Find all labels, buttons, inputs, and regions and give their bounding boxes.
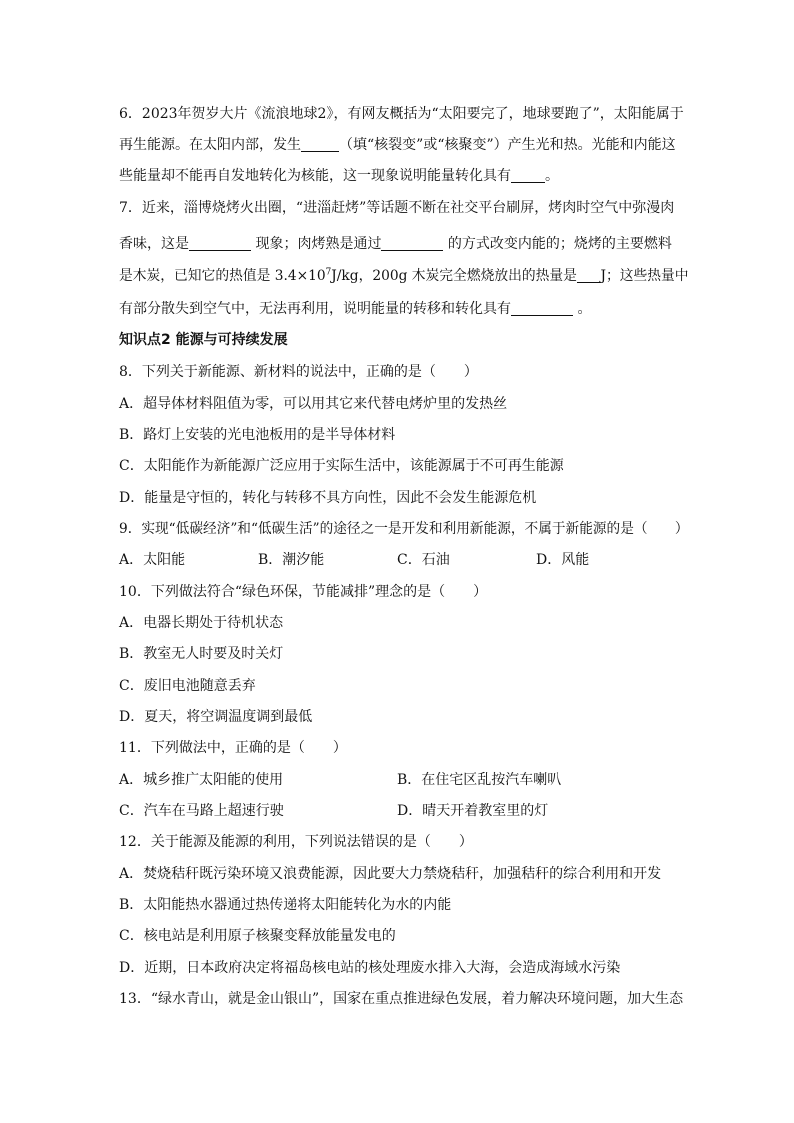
- q7-text-4b: 。: [573, 301, 592, 317]
- q10-option-a[interactable]: A．电器长期处于待机状态: [119, 615, 284, 631]
- q7-text-3a: 是木炭，已知它的热值是 3.4×10: [119, 268, 326, 284]
- q8-option-b[interactable]: B．路灯上安装的光电池板用的是半导体材料: [119, 427, 396, 443]
- q7-answer-blank-1[interactable]: [189, 236, 251, 251]
- q9-stem: 9．实现“低碳经济”和“低碳生活”的途径之一是开发和利用新能源，不属于新能源的是（ ）: [119, 521, 689, 537]
- section-heading: 知识点2 能源与可持续发展: [119, 332, 288, 348]
- q10-option-d[interactable]: D．夏天，将空调温度调到最低: [119, 709, 313, 725]
- q6-text-3a: 些能量却不能再自发地转化为核能，这一现象说明能量转化具有: [119, 168, 511, 184]
- q12-stem: 12．关于能源及能源的利用，下列说法错误的是（ ）: [119, 834, 473, 850]
- q11-option-d[interactable]: D．晴天开着教室里的灯: [397, 803, 549, 819]
- q12-option-c[interactable]: C．核电站是利用原子核聚变释放能量发电的: [119, 928, 396, 944]
- q7-line-3: [119, 266, 689, 286]
- q7-text-2a: 香味，这是: [119, 236, 189, 252]
- q12-option-b[interactable]: B．太阳能热水器通过热传递将太阳能转化为水的内能: [119, 897, 452, 913]
- q6-line-3: [119, 166, 689, 186]
- q8-stem: 8．下列关于新能源、新材料的说法中，正确的是（ ）: [119, 364, 478, 380]
- q7-text-3b: J/kg，200g 木炭完全燃烧放出的热量是: [331, 268, 577, 284]
- q7-line-4: [119, 299, 689, 319]
- q7-text-1: 7．近来，淄博烧烤火出圈，“进淄赶烤”等话题不断在社交平台刷屏，烤肉时空气中弥漫肉: [119, 200, 675, 216]
- q6-answer-blank-2[interactable]: [511, 168, 545, 183]
- q6-text-2a: 再生能源。在太阳内部，发生: [119, 137, 301, 153]
- q10-stem: 10．下列做法符合“绿色环保，节能减排”理念的是（ ）: [119, 584, 488, 600]
- q7-exponent: 7: [325, 267, 332, 278]
- q6-answer-blank-1[interactable]: [301, 137, 339, 152]
- q6-line-1: [119, 104, 689, 124]
- q8-option-a[interactable]: A．超导体材料阻值为零，可以用其它来代替电烤炉里的发热丝: [119, 396, 508, 412]
- q9-option-a[interactable]: A．太阳能: [119, 552, 186, 568]
- q7-answer-blank-2[interactable]: [381, 236, 443, 251]
- q12-option-d[interactable]: D．近期，日本政府决定将福岛核电站的核处理废水排入大海，会造成海域水污染: [119, 960, 621, 976]
- q7-line-1: [119, 198, 689, 218]
- q10-option-c[interactable]: C．废旧电池随意丢弃: [119, 678, 256, 694]
- q7-text-4a: 有部分散失到空气中，无法再利用，说明能量的转移和转化具有: [119, 301, 511, 317]
- q8-option-d[interactable]: D．能量是守恒的，转化与转移不具方向性，因此不会发生能源危机: [119, 490, 537, 506]
- q9-option-b[interactable]: B．潮汐能: [258, 552, 325, 568]
- q6-text-3b: 。: [545, 168, 559, 184]
- q7-line-2: [119, 234, 689, 254]
- q8-option-c[interactable]: C．太阳能作为新能源广泛应用于实际生活中，该能源属于不可再生能源: [119, 458, 564, 474]
- q11-option-c[interactable]: C．汽车在马路上超速行驶: [119, 803, 284, 819]
- q6-text-2b: （填“核裂变”或“核聚变”）产生光和热。光能和内能这: [339, 137, 676, 153]
- q9-option-c[interactable]: C．石油: [397, 552, 450, 568]
- q6-line-2: [119, 135, 689, 155]
- q7-answer-blank-3[interactable]: [577, 268, 601, 283]
- q11-option-a[interactable]: A．城乡推广太阳能的使用: [119, 772, 284, 788]
- q9-option-d[interactable]: D．风能: [536, 552, 590, 568]
- q11-stem: 11．下列做法中，正确的是（ ）: [119, 740, 347, 756]
- q10-option-b[interactable]: B．教室无人时要及时关灯: [119, 646, 284, 662]
- q7-answer-blank-4[interactable]: [511, 301, 573, 316]
- q7-text-2c: 的方式改变内能的；烧烤的主要燃料: [443, 236, 672, 252]
- q11-option-b[interactable]: B．在住宅区乱按汽车喇叭: [397, 772, 562, 788]
- q7-text-2b: 现象；肉烤熟是通过: [251, 236, 382, 252]
- q12-option-a[interactable]: A．焚烧秸秆既污染环境又浪费能源，因此要大力禁烧秸秆，加强秸秆的综合利用和开发: [119, 866, 662, 882]
- q6-text-1: 6．2023年贺岁大片《流浪地球2》，有网友概括为“太阳要完了，地球要跑了”，太阳能属于: [119, 106, 684, 122]
- q7-text-3c: J；这些热量中: [600, 268, 689, 284]
- q13-line-1: 13．“绿水青山，就是金山银山”，国家在重点推进绿色发展，着力解决环境问题，加大生态: [119, 991, 684, 1007]
